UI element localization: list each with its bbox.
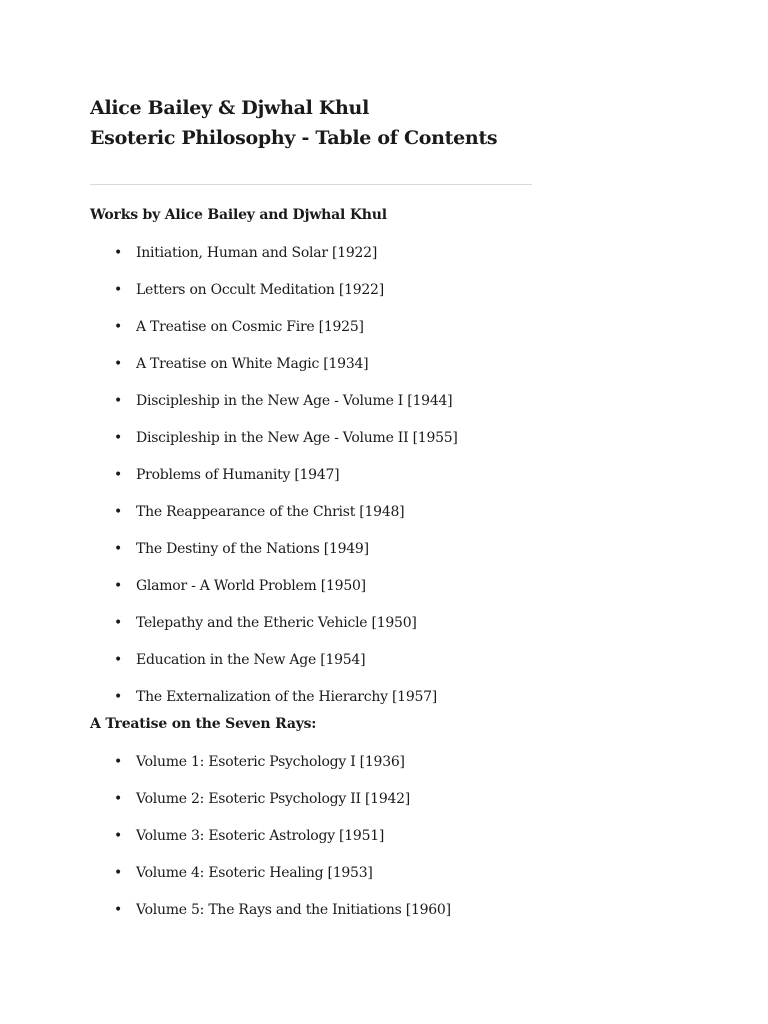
bullet-icon: •: [114, 393, 123, 409]
horizontal-divider: [90, 184, 532, 185]
list-item: [90, 900, 532, 920]
list-item: [90, 428, 532, 448]
works-list: [90, 243, 532, 707]
list-item: [90, 789, 532, 809]
list-item-text: Telepathy and the Etheric Vehicle [1950]: [136, 615, 417, 631]
list-item: [90, 687, 532, 707]
list-item-text: Glamor - A World Problem [1950]: [136, 578, 366, 594]
bullet-icon: •: [114, 319, 123, 335]
list-item-text: A Treatise on Cosmic Fire [1925]: [136, 319, 364, 335]
list-item-text: Volume 1: Esoteric Psychology I [1936]: [136, 754, 405, 770]
list-item-text: Discipleship in the New Age - Volume I [1944]: [136, 393, 453, 409]
seven-rays-list: [90, 752, 532, 920]
bullet-icon: •: [114, 652, 123, 668]
list-item: [90, 539, 532, 559]
list-item-text: Volume 2: Esoteric Psychology II [1942]: [136, 791, 411, 807]
bullet-icon: •: [114, 430, 123, 446]
list-item-text: A Treatise on White Magic [1934]: [136, 356, 369, 372]
list-item-text: Volume 4: Esoteric Healing [1953]: [136, 865, 373, 881]
list-item: [90, 391, 532, 411]
bullet-icon: •: [114, 578, 123, 594]
list-item: [90, 243, 532, 263]
bullet-icon: •: [114, 541, 123, 557]
list-item-text: Letters on Occult Meditation [1922]: [136, 282, 384, 298]
list-item-text: Initiation, Human and Solar [1922]: [136, 245, 378, 261]
list-item: [90, 465, 532, 485]
list-item-text: Discipleship in the New Age - Volume II [1955]: [136, 430, 458, 446]
section-heading-seven-rays: A Treatise on the Seven Rays:: [90, 716, 317, 732]
list-item: [90, 752, 532, 772]
list-item: [90, 613, 532, 633]
bullet-icon: •: [114, 689, 123, 705]
list-item: [90, 826, 532, 846]
list-item: [90, 576, 532, 596]
list-item: [90, 502, 532, 522]
bullet-icon: •: [114, 504, 123, 520]
list-item-text: The Destiny of the Nations [1949]: [136, 541, 369, 557]
list-item: [90, 280, 532, 300]
bullet-icon: •: [114, 615, 123, 631]
bullet-icon: •: [114, 865, 123, 881]
document-page: [90, 93, 532, 920]
list-item-text: Volume 3: Esoteric Astrology [1951]: [136, 828, 385, 844]
list-item-text: The Reappearance of the Christ [1948]: [136, 504, 405, 520]
bullet-icon: •: [114, 356, 123, 372]
list-item-text: Problems of Humanity [1947]: [136, 467, 340, 483]
bullet-icon: •: [114, 902, 123, 918]
bullet-icon: •: [114, 828, 123, 844]
title-author: Alice Bailey & Djwhal Khul: [90, 97, 369, 119]
bullet-icon: •: [114, 245, 123, 261]
bullet-icon: •: [114, 791, 123, 807]
bullet-icon: •: [114, 467, 123, 483]
list-item: [90, 317, 532, 337]
title-subject: Esoteric Philosophy - Table of Contents: [90, 127, 498, 149]
bullet-icon: •: [114, 282, 123, 298]
list-item-text: The Externalization of the Hierarchy [1957]: [136, 689, 438, 705]
bullet-icon: •: [114, 754, 123, 770]
list-item: [90, 863, 532, 883]
list-item: [90, 354, 532, 374]
list-item-text: Volume 5: The Rays and the Initiations [1960]: [136, 902, 451, 918]
section-heading-works: Works by Alice Bailey and Djwhal Khul: [90, 207, 387, 223]
list-item-text: Education in the New Age [1954]: [136, 652, 366, 668]
list-item: [90, 650, 532, 670]
